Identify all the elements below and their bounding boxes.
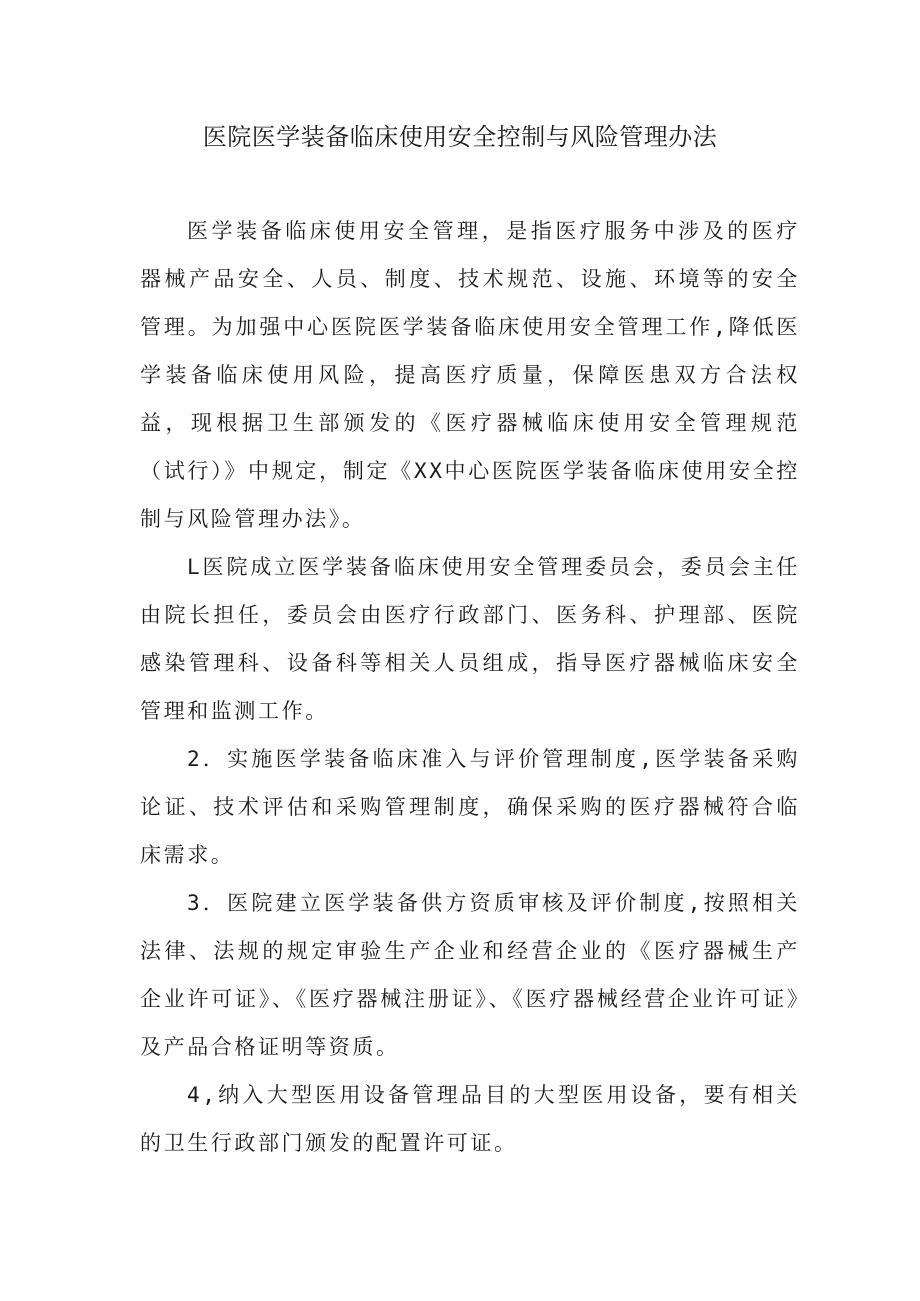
paragraph-item-3: 3．医院建立医学装备供方资质审核及评价制度,按照相关法律、法规的规定审验生产企业和经营企业的《医疗器械生产企业许可证》、《医疗器械注册证》、《医疗器械经营企业许可证》及产品合格证明等资质。 — [140, 891, 800, 1059]
document-body — [140, 207, 800, 1167]
paragraph-item-2: 2．实施医学装备临床准入与评价管理制度,医学装备采购论证、技术评估和采购管理制度，确保采购的医疗器械符合临床需求。 — [140, 747, 800, 867]
paragraph-intro: 医学装备临床使用安全管理，是指医疗服务中涉及的医疗器械产品安全、人员、制度、技术规范、设施、环境等的安全管理。为加强中心医院医学装备临床使用安全管理工作,降低医学装备临床使用风险，提高医疗质量，保障医患双方合法权益，现根据卫生部颁发的《医疗器械临床使用安全管理规范（试行）》中规定，制定《XX中心医院医学装备临床使用安全控制与风险管理办法》。 — [140, 219, 800, 531]
paragraph-item-4: 4,纳入大型医用设备管理品目的大型医用设备，要有相关的卫生行政部门颁发的配置许可证。 — [140, 1083, 800, 1155]
document-title: 医院医学装备临床使用安全控制与风险管理办法 — [202, 123, 718, 151]
paragraph-item-1: L医院成立医学装备临床使用安全管理委员会，委员会主任由院长担任，委员会由医疗行政部门、医务科、护理部、医院感染管理科、设备科等相关人员组成，指导医疗器械临床安全管理和监测工作。 — [140, 555, 800, 723]
